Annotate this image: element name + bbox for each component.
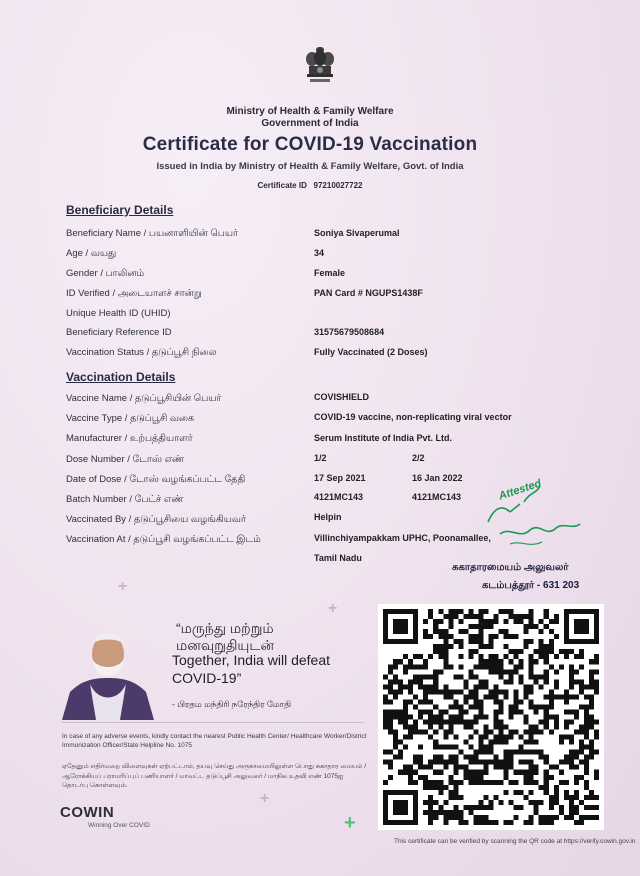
decorative-plus-icon: + <box>344 812 356 834</box>
decorative-plus-icon: + <box>328 600 338 617</box>
beneficiary-name-label: Beneficiary Name / பயனாளியின் பெயர் <box>66 228 238 239</box>
dose-date-label: Date of Dose / டோஸ் வழங்கப்பட்ட தேதி <box>66 474 246 485</box>
id-verified-value: PAN Card # NGUPS1438F <box>314 288 423 298</box>
attestation-signature <box>480 482 590 552</box>
stamp-line-2: கடம்பத்தூர் - 631 203 <box>482 580 580 591</box>
certificate-id-label: Certificate ID <box>257 181 307 190</box>
issued-by-text: Issued in India by Ministry of Health & Family Welfare, Govt. of India <box>156 161 464 172</box>
age-label: Age / வயது <box>66 248 117 259</box>
qr-finder-pattern <box>574 619 589 634</box>
decorative-plus-icon: + <box>260 790 270 807</box>
quote-tamil <box>176 620 274 654</box>
vaccination-status-value: Fully Vaccinated (2 Doses) <box>314 347 428 357</box>
cowin-tagline: Winning Over COVID <box>88 822 150 829</box>
vaccinated-at-line2: Tamil Nadu <box>314 553 362 563</box>
dose-1-date: 17 Sep 2021 <box>314 473 366 483</box>
beneficiary-name-value: Soniya Sivaperumal <box>314 228 400 238</box>
prime-minister-portrait <box>62 622 154 720</box>
decorative-plus-icon: + <box>118 578 128 595</box>
quote-tamil-line1: “மருந்து மற்றும் <box>176 620 274 636</box>
certificate-id <box>0 181 620 190</box>
quote-english <box>172 651 330 687</box>
cowin-logo: COWIN <box>60 804 115 821</box>
quote-tamil-line2: மனவுறுதியுடன் <box>176 637 275 653</box>
batch-number-label: Batch Number / பேட்ச் எண் <box>66 494 184 505</box>
vaccinated-by-value: Helpin <box>314 512 342 522</box>
id-verified-label: ID Verified / அடையாளச் சான்று <box>66 288 202 299</box>
vaccine-name-label: Vaccine Name / தடுப்பூசியின் பெயர் <box>66 393 222 404</box>
qr-finder-pattern <box>393 800 408 815</box>
dose-2-date: 16 Jan 2022 <box>412 473 463 483</box>
manufacturer-label: Manufacturer / உற்பத்தியாளர் <box>66 433 193 444</box>
dose-1-batch: 4121MC143 <box>314 492 364 502</box>
vaccination-section-title: Vaccination Details <box>66 370 176 384</box>
vaccine-type-label: Vaccine Type / தடுப்பூசி வகை <box>66 413 195 424</box>
reference-id-value: 31575679508684 <box>314 327 385 337</box>
vaccination-status-label: Vaccination Status / தடுப்பூசி நிலை <box>66 347 217 358</box>
adverse-events-note: In case of any adverse events, kindly contact the nearest Public Health Center/ Healthcare Worker/District Immunization Officer/State Helpline No. 1075 <box>62 733 367 749</box>
qr-finder-pattern <box>393 619 408 634</box>
government-name: Government of India <box>261 118 359 129</box>
dose-number-label: Dose Number / டோஸ் எண் <box>66 454 185 465</box>
verification-qr-code <box>378 604 604 830</box>
beneficiary-section-title: Beneficiary Details <box>66 203 174 217</box>
manufacturer-value: Serum Institute of India Pvt. Ltd. <box>314 433 453 443</box>
dose-2-batch: 4121MC143 <box>412 492 462 502</box>
verify-note: This certificate can be verified by scanning the QR code at https://verify.cowin.gov.in <box>394 838 636 845</box>
gender-value: Female <box>314 268 346 278</box>
vaccinated-at-label: Vaccination At / தடுப்பூசி வழங்கப்பட்ட இடம் <box>66 534 261 545</box>
quote-english-line2: COVID-19” <box>172 670 242 686</box>
dose-2-number: 2/2 <box>412 453 425 463</box>
certificate-title: Certificate for COVID-19 Vaccination <box>142 134 478 155</box>
gender-label: Gender / பாலினம் <box>66 268 145 279</box>
certificate-id-value: 97210027722 <box>313 181 363 190</box>
vaccine-name-value: COVISHIELD <box>314 392 370 402</box>
reference-id-label: Beneficiary Reference ID <box>66 327 172 338</box>
footer-divider <box>62 722 364 723</box>
stamp-line-1: சுகாதாரமையம் அலுவலர் <box>452 562 569 573</box>
quote-attribution: - பிரதம மந்திரி நரேந்திர மோதி <box>172 699 292 709</box>
vaccinated-at-line1: Villinchiyampakkam UPHC, Poonamallee, <box>314 533 491 543</box>
dose-1-number: 1/2 <box>314 453 327 463</box>
ministry-name: Ministry of Health & Family Welfare <box>226 106 394 117</box>
uhid-label: Unique Health ID (UHID) <box>66 308 171 319</box>
age-value: 34 <box>314 248 325 258</box>
quote-english-line1: Together, India will defeat <box>172 652 330 668</box>
vaccinated-by-label: Vaccinated By / தடுப்பூசியை வழங்கியவர் <box>66 514 246 525</box>
vaccine-type-value: COVID-19 vaccine, non-replicating viral vector <box>314 412 512 422</box>
national-emblem-icon <box>302 45 338 101</box>
adverse-events-note-tamil: ஏதேனும் எதிர்மறை விளைவுகள் ஏற்பட்டால், தயவு செய்து அருகாமையிலுள்ள பொது சுகாதார மையம் / ஆரோக்கியப் பராமரிப்புப் பணியாளர் / மாவட்ட தடுப்பூசி அலுவலர் / மாநில உதவி எண் 1075ஐ தொடர்பு கொள்ளவும். <box>62 763 367 789</box>
attested-handwriting: Attested <box>497 477 543 503</box>
